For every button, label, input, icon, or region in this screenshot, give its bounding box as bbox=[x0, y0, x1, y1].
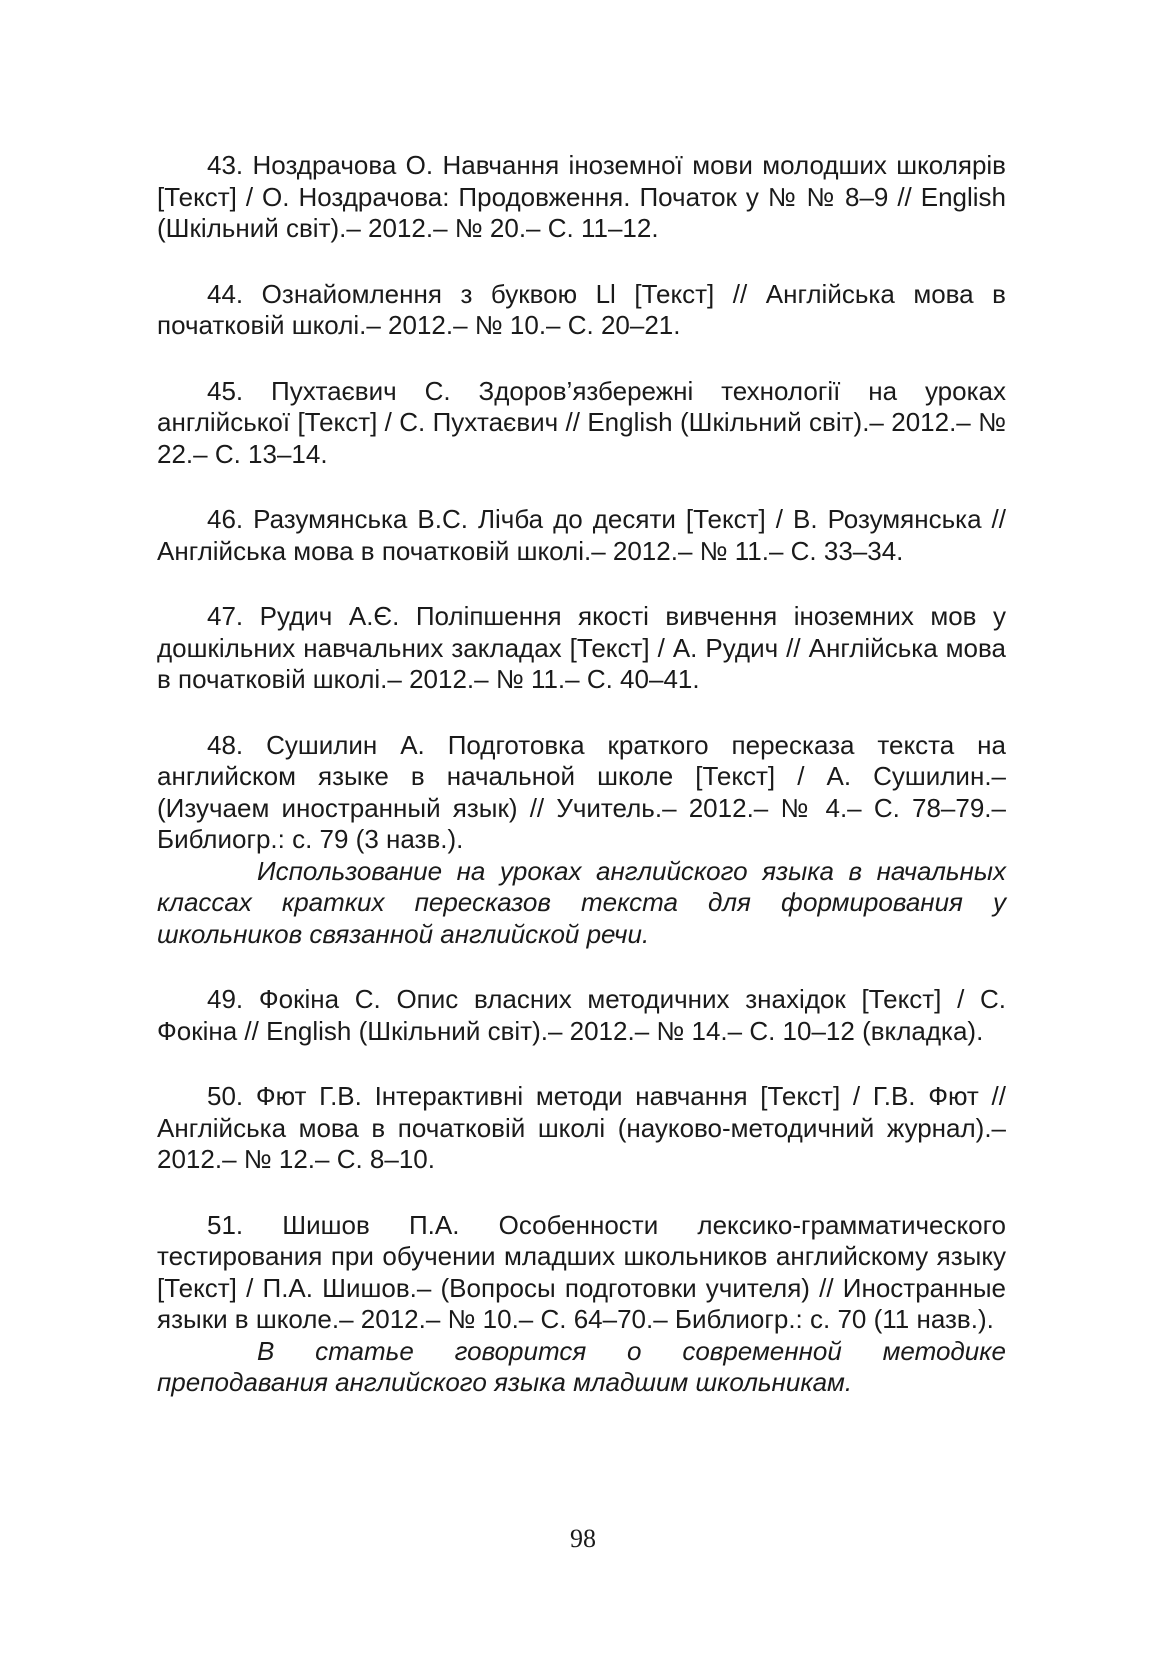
bibliography-entry-50 bbox=[157, 1081, 1006, 1176]
entry-text: 49. Фокіна С. Опис власних методичних знахідок [Текст] / С. Фокіна // English (Шкільний світ).– 2012.– № 14.– С. 10–12 (вкладка). bbox=[157, 984, 1006, 1046]
entry-text: 43. Ноздрачова О. Навчання іноземної мови молодших школярів [Текст] / О. Ноздрачова: Продовження. Початок у № № 8–9 // English (Шкільний світ).– 2012.– № 20.– С. 11–12. bbox=[157, 150, 1006, 243]
bibliography-entry-48 bbox=[157, 730, 1006, 951]
bibliography-entry-43 bbox=[157, 150, 1006, 245]
entry-text: 45. Пухтаєвич С. Здоров’язбережні технології на уроках англійської [Текст] / С. Пухтаєвич // English (Шкільний світ).– 2012.– № 22.– С. 13–14. bbox=[157, 375, 1006, 469]
entry-annotation: Использование на уроках английского языка в начальных классах кратких пересказов текста для формирования у школьников связанной английской речи. bbox=[157, 855, 1006, 949]
entry-text: 48. Сушилин А. Подготовка краткого пересказа текста на английском языке в начальной школе [Текст] / А. Сушилин.– (Изучаем иностранный язык) // Учитель.– 2012.– № 4.– С. 78–79.– Библиогр.: с. 79 (3 назв.). bbox=[157, 729, 1006, 854]
entry-text: 47. Рудич А.Є. Поліпшення якості вивчення іноземних мов у дошкільних навчальних закладах [Текст] / А. Рудич // Англійська мова в початковій школі.– 2012.– № 11.– С. 40–41. bbox=[157, 601, 1006, 694]
bibliography-entry-49 bbox=[157, 984, 1006, 1047]
bibliography-entry-51 bbox=[157, 1210, 1006, 1399]
bibliography-entry-45 bbox=[157, 376, 1006, 471]
bibliography-entry-44 bbox=[157, 279, 1006, 342]
entry-text: 51. Шишов П.А. Особенности лексико-грамматического тестирования при обучении младших школьников английскому языку [Текст] / П.А. Шишов.– (Вопросы подготовки учителя) // Иностранные языки в школе.– 2012.– № 10.– С. 64–70.– Библиогр.: с. 70 (11 назв.). bbox=[157, 1209, 1006, 1334]
bibliography-entry-47 bbox=[157, 601, 1006, 696]
entry-text: 46. Разумянська В.С. Лічба до десяти [Текст] / В. Розумянська // Англійська мова в початковій школі.– 2012.– № 11.– С. 33–34. bbox=[157, 504, 1006, 566]
page-number: 98 bbox=[570, 1524, 596, 1553]
bibliography-entry-46 bbox=[157, 504, 1006, 567]
entry-annotation: В статье говорится о современной методике преподавания английского языка младшим школьникам. bbox=[157, 1335, 1006, 1397]
entry-text: 50. Фют Г.В. Інтерактивні методи навчання [Текст] / Г.В. Фют // Англійська мова в початковій школі (науково-методичний журнал).– 2012.– № 12.– С. 8–10. bbox=[157, 1081, 1006, 1174]
bibliography-list bbox=[157, 150, 1006, 1433]
entry-text: 44. Ознайомлення з буквою Ll [Текст] // Англійська мова в початковій школі.– 2012.– № 10.– С. 20–21. bbox=[157, 278, 1006, 340]
